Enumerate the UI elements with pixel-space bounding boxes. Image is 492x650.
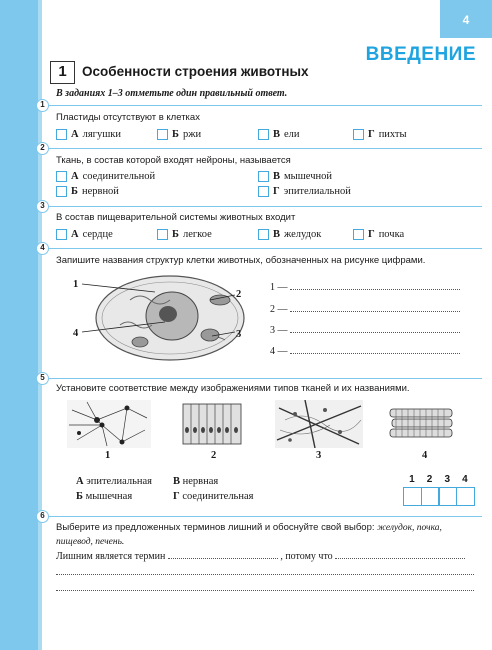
muscle-tissue-illustration [388, 407, 456, 439]
divider [42, 516, 482, 517]
image-number-1: 1 [105, 450, 111, 461]
question-number: 2 [36, 142, 49, 155]
left-margin-band [0, 0, 38, 650]
answer-line-2[interactable]: 2 — [270, 304, 460, 315]
page-number: 4 [440, 0, 492, 38]
checkbox[interactable] [56, 229, 67, 240]
answer-line-start[interactable]: Лишним является термин , потому что [56, 551, 465, 562]
answer-line-3[interactable]: 3 — [270, 325, 460, 336]
divider [42, 378, 482, 379]
option-v[interactable]: В желудок [258, 229, 321, 240]
tissue-option-g: Г соединительная [173, 491, 254, 502]
answer-line-4[interactable]: 4 — [270, 346, 460, 357]
option-a[interactable]: А лягушки [56, 129, 121, 140]
checkbox[interactable] [258, 129, 269, 140]
answer-line-1[interactable]: 1 — [270, 282, 460, 293]
question-number: 1 [36, 99, 49, 112]
option-a[interactable]: А соединительной [56, 171, 155, 182]
checkbox[interactable] [258, 229, 269, 240]
checkbox[interactable] [157, 229, 168, 240]
divider [42, 105, 482, 106]
answer-cell[interactable] [456, 487, 475, 506]
terms-list: желудок, почка, пищевод, печень. [56, 523, 442, 547]
question-number: 3 [36, 200, 49, 213]
topic-title: Особенности строения животных [82, 64, 309, 79]
question-number: 6 [36, 510, 49, 523]
checkbox[interactable] [258, 171, 269, 182]
question-text: В состав пищеварительной системы животных входит [56, 212, 296, 223]
question-number: 5 [36, 372, 49, 385]
question-text: Пластиды отсутствуют в клетках [56, 112, 200, 123]
nervous-tissue-illustration [67, 400, 151, 448]
answer-cell[interactable] [403, 487, 422, 506]
divider [42, 206, 482, 207]
image-number-2: 2 [211, 450, 217, 461]
checkbox[interactable] [353, 129, 364, 140]
section-title: ВВЕДЕНИЕ [365, 44, 476, 65]
option-b[interactable]: Б нервной [56, 186, 119, 197]
checkbox[interactable] [353, 229, 364, 240]
animal-cell-illustration [60, 270, 255, 365]
option-a[interactable]: А сердце [56, 229, 113, 240]
question-text: Запишите названия структур клетки животных, обозначенных на рисунке цифрами. [56, 255, 426, 266]
question-number: 4 [36, 242, 49, 255]
image-number-4: 4 [422, 450, 428, 461]
option-g[interactable]: Г пихты [353, 129, 407, 140]
answer-grid [403, 487, 474, 506]
answer-line[interactable] [56, 567, 474, 578]
callout-2: 2 [236, 289, 242, 300]
divider [42, 248, 482, 249]
checkbox[interactable] [56, 186, 67, 197]
divider [42, 148, 482, 149]
answer-cell[interactable] [438, 487, 457, 506]
question-text: Ткань, в состав которой входят нейроны, называется [56, 155, 291, 166]
option-v[interactable]: В мышечной [258, 171, 332, 182]
connective-tissue-illustration [275, 400, 363, 448]
answer-cell[interactable] [421, 487, 440, 506]
tissue-option-b: Б мышечная [76, 491, 133, 502]
question-text: Установите соответствие между изображениями типов тканей и их названиями. [56, 383, 410, 394]
tissue-option-a: А эпителиальная [76, 476, 152, 487]
callout-3: 3 [236, 329, 242, 340]
answer-line[interactable] [56, 583, 474, 594]
option-b[interactable]: Б легкое [157, 229, 212, 240]
option-g[interactable]: Г почка [353, 229, 404, 240]
instruction: В заданиях 1–3 отметьте один правильный ответ. [56, 88, 288, 99]
callout-1: 1 [73, 279, 79, 290]
image-number-3: 3 [316, 450, 322, 461]
checkbox[interactable] [258, 186, 269, 197]
tissue-option-v: В нервная [173, 476, 219, 487]
option-g[interactable]: Г эпителиальной [258, 186, 351, 197]
option-b[interactable]: Б ржи [157, 129, 201, 140]
checkbox[interactable] [56, 129, 67, 140]
option-v[interactable]: В ели [258, 129, 300, 140]
margin-stripe [38, 0, 42, 650]
callout-4: 4 [73, 328, 79, 339]
epithelial-tissue-illustration [182, 400, 242, 448]
question-text: Выберите из предложенных терминов лишний и обоснуйте свой выбор: желудок, почка, пищевод, печень. [56, 522, 442, 547]
checkbox[interactable] [56, 171, 67, 182]
checkbox[interactable] [157, 129, 168, 140]
answer-grid-header: 1 2 3 4 [409, 474, 468, 485]
topic-number: 1 [50, 61, 75, 84]
